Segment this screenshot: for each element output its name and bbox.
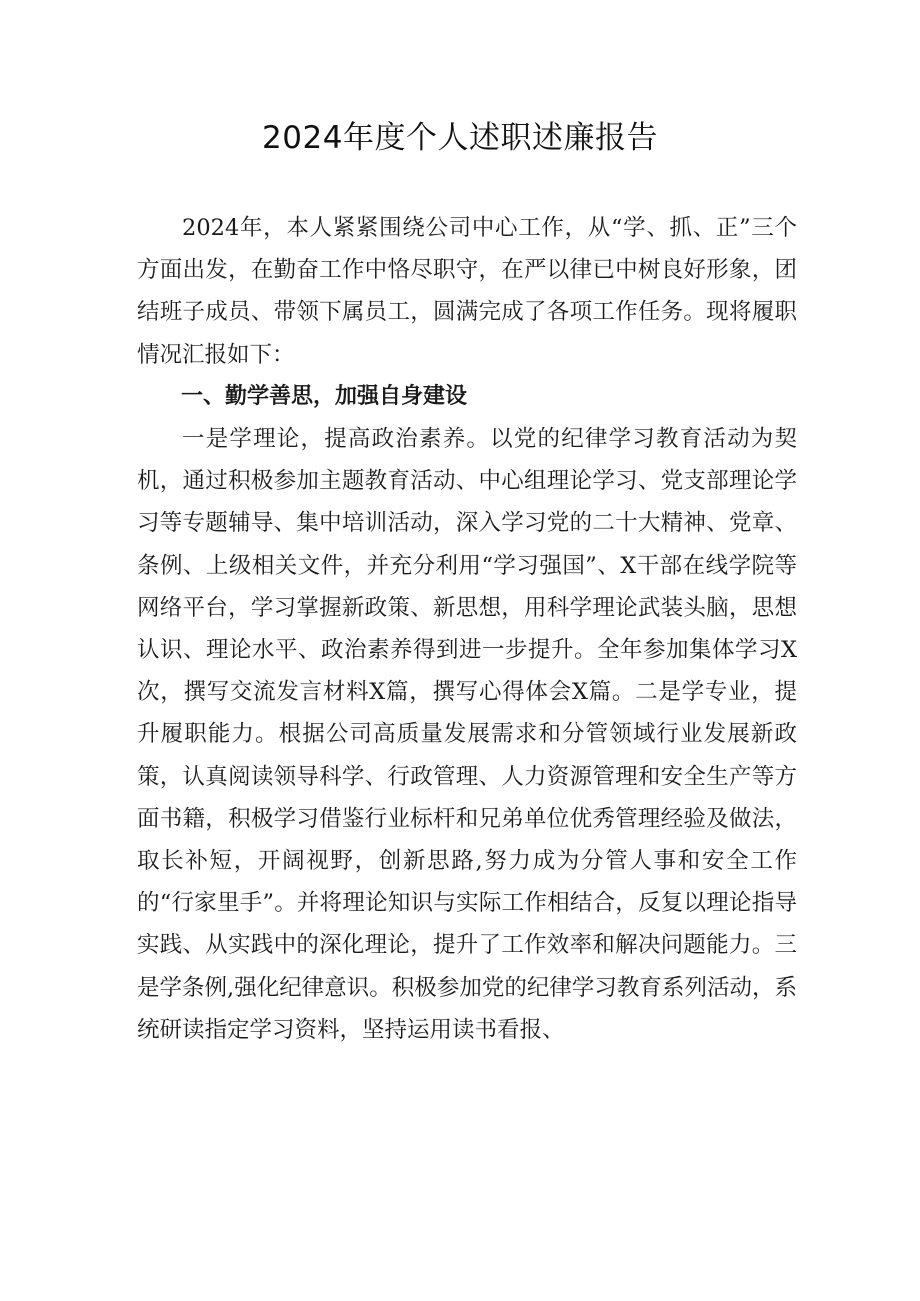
intro-paragraph: 2024年，本人紧紧围绕公司中心工作，从“学、抓、正”三个方面出发，在勤奋工作中恪尽职守，在严以律已中树良好形象，团结班子成员、带领下属员工，圆满完成了各项工作任务。现将履职情况汇报如下：	[137, 215, 797, 368]
section-heading: 一、勤学善思，加强自身建设	[181, 383, 468, 409]
document-title: 2024年度个人述职述廉报告	[262, 120, 658, 156]
document-body	[137, 207, 797, 1051]
body-paragraph: 一是学理论，提高政治素养。以党的纪律学习教育活动为契机，通过积极参加主题教育活动、中心组理论学习、党支部理论学习等专题辅导、集中培训活动，深入学习党的二十大精神、党章、条例、上级相关文件，并充分利用“学习强国”、X干部在线学院等网络平台，学习掌握新政策、新思想，用科学理论武装头脑，思想认识、理论水平、政治素养得到进一步提升。全年参加集体学习X次，撰写交流发言材料X篇，撰写心得体会X篇。二是学专业，提升履职能力。根据公司高质量发展需求和分管领域行业发展新政策，认真阅读领导科学、行政管理、人力资源管理和安全生产等方面书籍，积极学习借鉴行业标杆和兄弟单位优秀管理经验及做法，取长补短，开阔视野，创新思路,努力成为分管人事和安全工作的“行家里手”。并将理论知识与实际工作相结合，反复以理论指导实践、从实践中的深化理论，提升了工作效率和解决问题能力。三是学条例,强化纪律意识。积极参加党的纪律学习教育系列活动，系统研读指定学习资料，坚持运用读书看报、	[137, 426, 797, 1043]
